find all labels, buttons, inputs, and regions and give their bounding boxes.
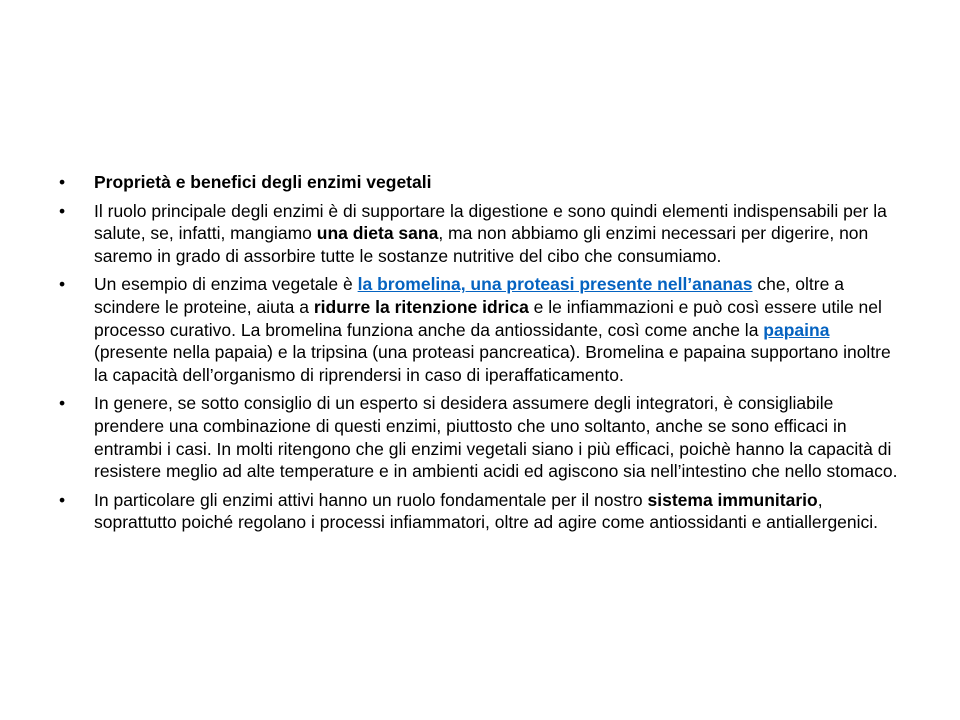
paragraph-text: che, oltre a scindere le proteine, aiuta a bbox=[94, 274, 844, 317]
bullet-icon: • bbox=[59, 393, 66, 414]
bold-phrase: una dieta sana bbox=[316, 223, 439, 244]
bold-phrase: ridurre la ritenzione idrica bbox=[313, 296, 529, 317]
paragraph-text: In genere, se sotto consiglio di un esperto si desidera assumere degli integratori, è consigliabile prendere una combinazione di questi enzimi, piuttosto che uno soltanto, anche se sono efficaci in entrambi i casi. In molti ritengono che gli enzimi vegetali siano i più efficaci, poichè hanno la capacità di resistere meglio ad alte temperature e in ambienti acidi ed agiscono sia nell’intestino che nello stomaco. bbox=[94, 393, 898, 482]
bullet-item-digestion bbox=[56, 200, 908, 268]
bullet-item-heading bbox=[56, 171, 908, 194]
papain-link[interactable]: papaina bbox=[763, 319, 830, 340]
paragraph-text: In particolare gli enzimi attivi hanno un ruolo fondamentale per il nostro bbox=[94, 489, 648, 510]
bullet-icon: • bbox=[59, 200, 66, 221]
paragraph-text: e le infiammazioni e può così essere utile nel processo curativo. La bromelina funziona anche da antiossidante, così come anche la bbox=[94, 296, 882, 340]
paragraph-text: , ma non abbiamo gli enzimi necessari per digerire, non saremo in grado di assorbire tutte le sostanze nutritive del cibo che consumiamo. bbox=[94, 223, 869, 266]
bullet-icon: • bbox=[59, 274, 66, 295]
bullet-item-bromelain bbox=[56, 273, 908, 386]
paragraph-text: Un esempio di enzima vegetale è bbox=[94, 274, 358, 295]
section-heading: Proprietà e benefici degli enzimi vegetali bbox=[94, 172, 432, 192]
bullet-icon: • bbox=[59, 489, 66, 510]
bullet-item-immune bbox=[56, 489, 908, 534]
bullet-list bbox=[56, 171, 908, 540]
bullet-icon: • bbox=[59, 172, 66, 192]
bold-phrase: sistema immunitario bbox=[647, 489, 818, 510]
paragraph-text: (presente nella papaia) e la tripsina (una proteasi pancreatica). Bromelina e papaina supportano inoltre la capacità dell’organismo di riprendersi in caso di iperaffaticamento. bbox=[94, 342, 891, 385]
paragraph-text: , soprattutto poiché regolano i processi infiammatori, oltre ad agire come antiossidanti e antiallergenici. bbox=[94, 489, 879, 533]
paragraph-text: Il ruolo principale degli enzimi è di supportare la digestione e sono quindi elementi indispensabili per la salute, se, infatti, mangiamo bbox=[94, 200, 887, 244]
bullet-item-supplements bbox=[56, 392, 908, 482]
bromelain-link[interactable]: la bromelina, una proteasi presente nell’ananas bbox=[357, 274, 753, 295]
